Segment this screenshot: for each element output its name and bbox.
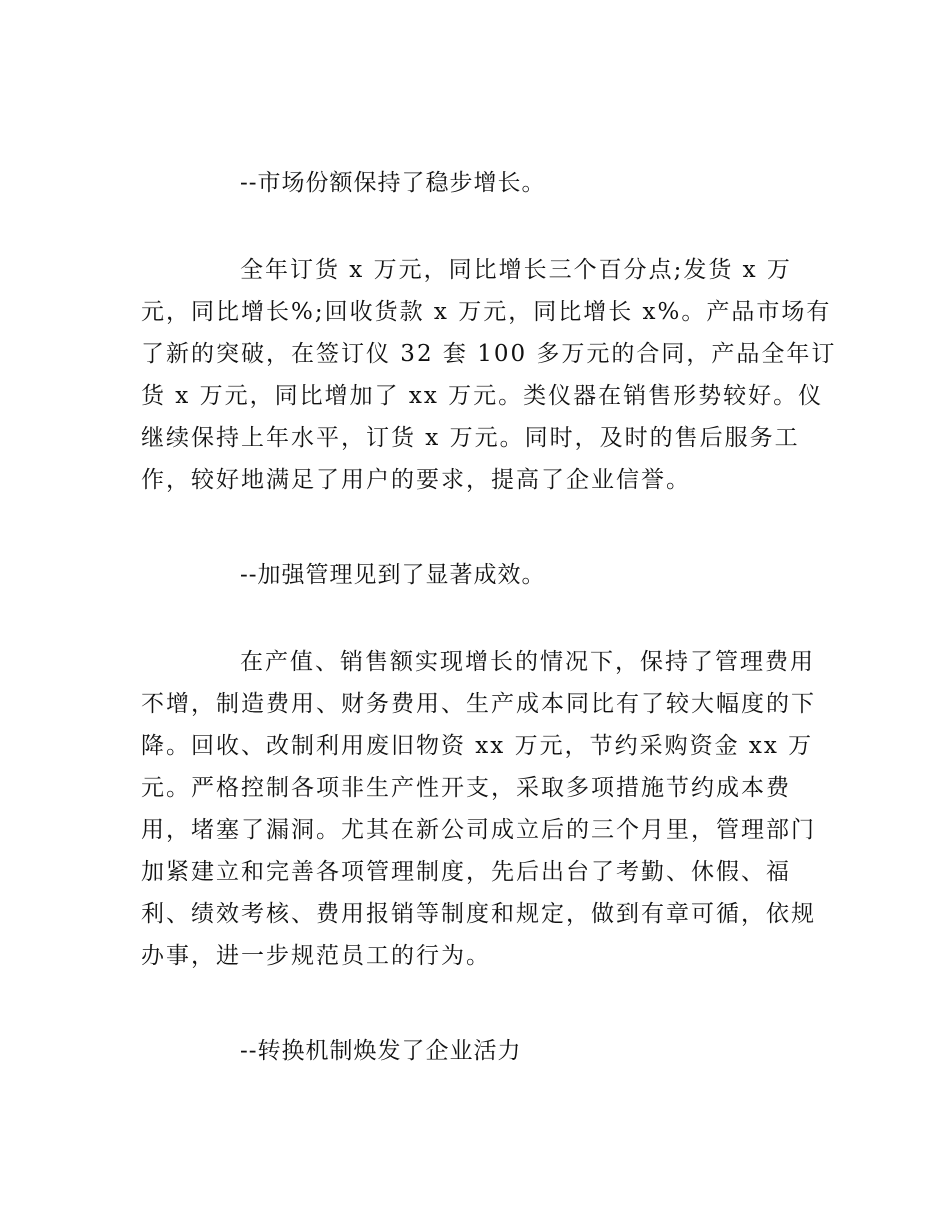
paragraph-line: 利、绩效考核、费用报销等制度和规定，做到有章可循，依规 [141,901,816,927]
paragraph-line: 元，同比增长%;回收货款 x 万元，同比增长 x%。产品市场有 [141,299,832,325]
paragraph-line: 加紧建立和完善各项管理制度，先后出台了考勤、休假、福 [141,859,791,885]
paragraph-line: 货 x 万元，同比增加了 xx 万元。类仪器在销售形势较好。仪 [141,383,824,409]
paragraph-line: 了新的突破，在签订仪 32 套 100 多万元的合同，产品全年订 [141,341,837,367]
paragraph-line: 元。严格控制各项非生产性开支，采取多项措施节约成本费 [141,775,791,801]
paragraph-line: 作，较好地满足了用户的要求，提高了企业信誉。 [141,467,691,493]
paragraph-line: 用，堵塞了漏洞。尤其在新公司成立后的三个月里，管理部门 [141,817,816,843]
paragraph-line: 全年订货 x 万元，同比增长三个百分点;发货 x 万 [240,257,792,283]
section-heading-mechanism: --转换机制焕发了企业活力 [240,1038,522,1064]
paragraph-line: 办事，进一步规范员工的行为。 [141,943,491,969]
paragraph-line: 在产值、销售额实现增长的情况下，保持了管理费用 [240,649,815,675]
section-heading-management: --加强管理见到了显著成效。 [240,562,546,588]
paragraph-line: 继续保持上年水平，订货 x 万元。同时，及时的售后服务工 [141,425,800,451]
paragraph-line: 不增，制造费用、财务费用、生产成本同比有了较大幅度的下 [141,691,816,717]
paragraph-line: 降。回收、改制利用废旧物资 xx 万元，节约采购资金 xx 万 [141,733,814,759]
section-heading-market-share: --市场份额保持了稳步增长。 [240,170,546,196]
